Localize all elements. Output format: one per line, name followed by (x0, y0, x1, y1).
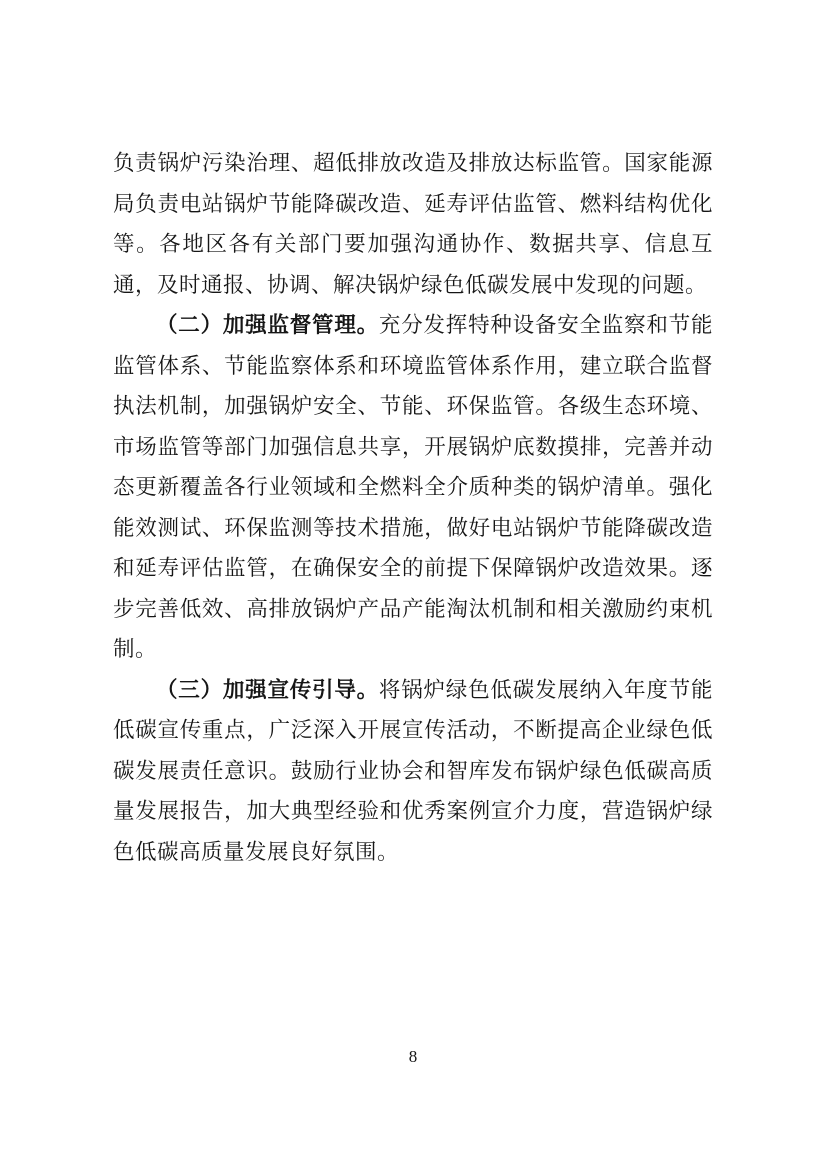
paragraph-supervision (113, 305, 713, 670)
paragraph-lead: （三）加强宣传引导。 (156, 677, 379, 702)
document-body (113, 143, 713, 872)
paragraph-continuation (113, 143, 713, 305)
paragraph-text: 负责锅炉污染治理、超低排放改造及排放达标监管。国家能源局负责电站锅炉节能降碳改造、延寿评估监管、燃料结构优化等。各地区各有关部门要加强沟通协作、数据共享、信息互通，及时通报、协调、解决锅炉绿色低碳发展中发现的问题。 (113, 151, 713, 297)
page-number: 8 (408, 1047, 418, 1066)
paragraph-lead: （二）加强监督管理。 (156, 313, 379, 337)
paragraph-text: 充分发挥特种设备安全监察和节能监管体系、节能监察体系和环境监管体系作用，建立联合监督执法机制，加强锅炉安全、节能、环保监管。各级生态环境、市场监管等部门加强信息共享，开展锅炉底数摸排，完善并动态更新覆盖各行业领域和全燃料全介质种类的锅炉清单。强化能效测试、环保监测等技术措施，做好电站锅炉节能降碳改造和延寿评估监管，在确保安全的前提下保障锅炉改造效果。逐步完善低效、高排放锅炉产品产能淘汰机制和相关激励约束机制。 (113, 313, 713, 661)
paragraph-publicity (113, 670, 713, 873)
paragraph-text: 将锅炉绿色低碳发展纳入年度节能低碳宣传重点，广泛深入开展宣传活动，不断提高企业绿色低碳发展责任意识。鼓励行业协会和智库发布锅炉绿色低碳高质量发展报告，加大典型经验和优秀案例宣介力度，营造锅炉绿色低碳高质量发展良好氛围。 (113, 677, 713, 864)
